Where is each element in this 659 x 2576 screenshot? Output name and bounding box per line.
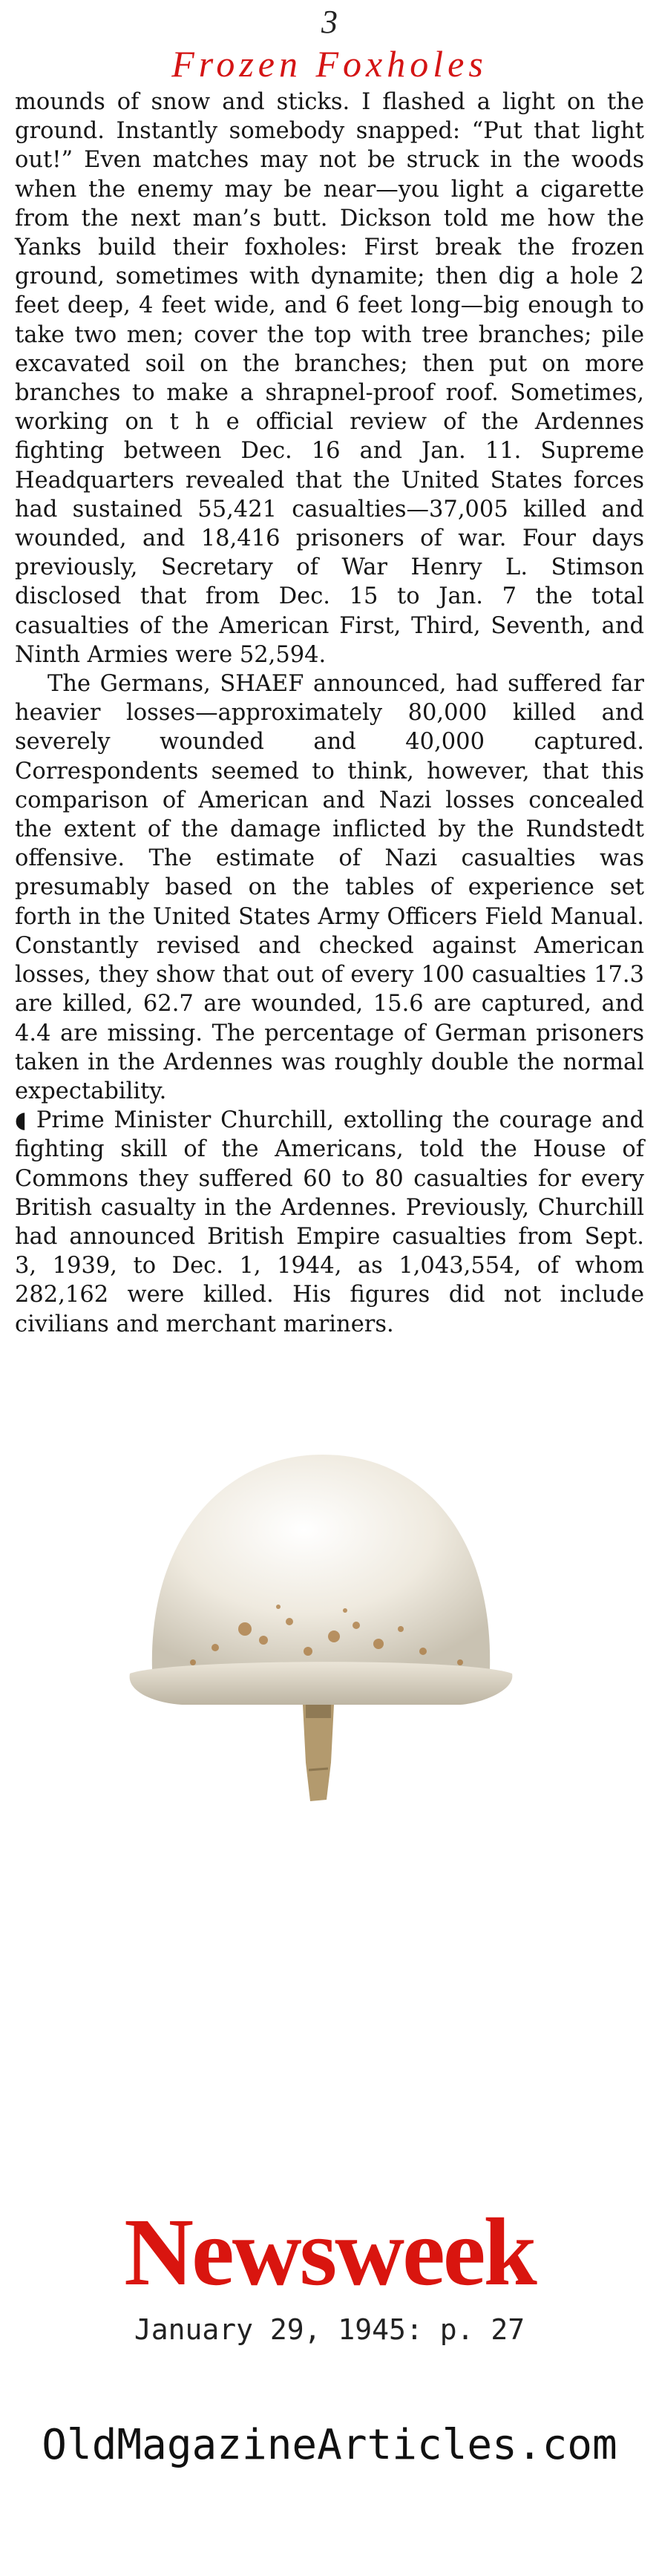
article-title: Frozen Foxholes [171, 43, 488, 85]
page-number: 3 [321, 4, 338, 40]
article-paragraph: mounds of snow and sticks. I flashed a light on the ground. Instantly somebody snapped: “Put that light out!” Even matches may not be struck in the woods when the enemy may be near—you light a cigarette from the next man’s butt. Dickson told me how the Yanks build their foxholes: First break the frozen ground, sometimes with dynamite; then dig a hole 2 feet deep, 4 feet wide, and 6 feet long—big enough to take two men; cover the top with tree branches; pile excavated soil on the branches; then put on more branches to make a shrapnel-proof roof. Sometimes, working on t h e official review of the Ardennes fighting between Dec. 16 and Jan. 11. Supreme Headquarters revealed that the United States forces had sustained 55,421 casualties—37,005 killed and wounded, and 18,416 prisoners of war. Four days previously, Secretary of War Henry L. Stimson disclosed that from Dec. 15 to Jan. 7 the total casualties of the American First, Third, Seventh, and Ninth Armies were 52,594. [15, 89, 644, 668]
source-site: OldMagazineArticles.com [42, 2421, 617, 2469]
article-paragraph: The Germans, SHAEF announced, had suffered far heavier losses—approximately 80,000 killed and severely wounded and 40,000 captured. Correspondents seemed to think, however, that this comparison of American and Nazi losses concealed the extent of the damage inflicted by the Rundstedt offensive. The estimate of Nazi casualties was presumably based on the tables of experience set forth in the United States Army Officers Field Manual. Constantly revised and checked against American losses, they show that out of every 100 casualties 17.3 are killed, 62.7 are wounded, 15.6 are captured, and 4.4 are missing. The percentage of German prisoners taken in the Ardennes was roughly double the normal expectability. [15, 671, 644, 1104]
magazine-masthead: Newsweek [124, 2199, 535, 2306]
article-paragraph: ◖ Prime Minister Churchill, extolling the courage and fighting skill of the Americans, told the House of Commons they suffered 60 to 80 casualties for every British casualty in the Ardennes. Previously, Churchill had announced British Empire casualties from Sept. 3, 1939, to Dec. 1, 1944, as 1,043,554, of whom 282,162 were killed. His figures did not include civilians and merchant mariners. [15, 1107, 644, 1337]
helmet-illustration [111, 1414, 527, 1829]
publication-date: January 29, 1945: p. 27 [134, 2313, 525, 2346]
article-body [15, 88, 644, 1339]
helmet-icon [111, 1414, 527, 1829]
